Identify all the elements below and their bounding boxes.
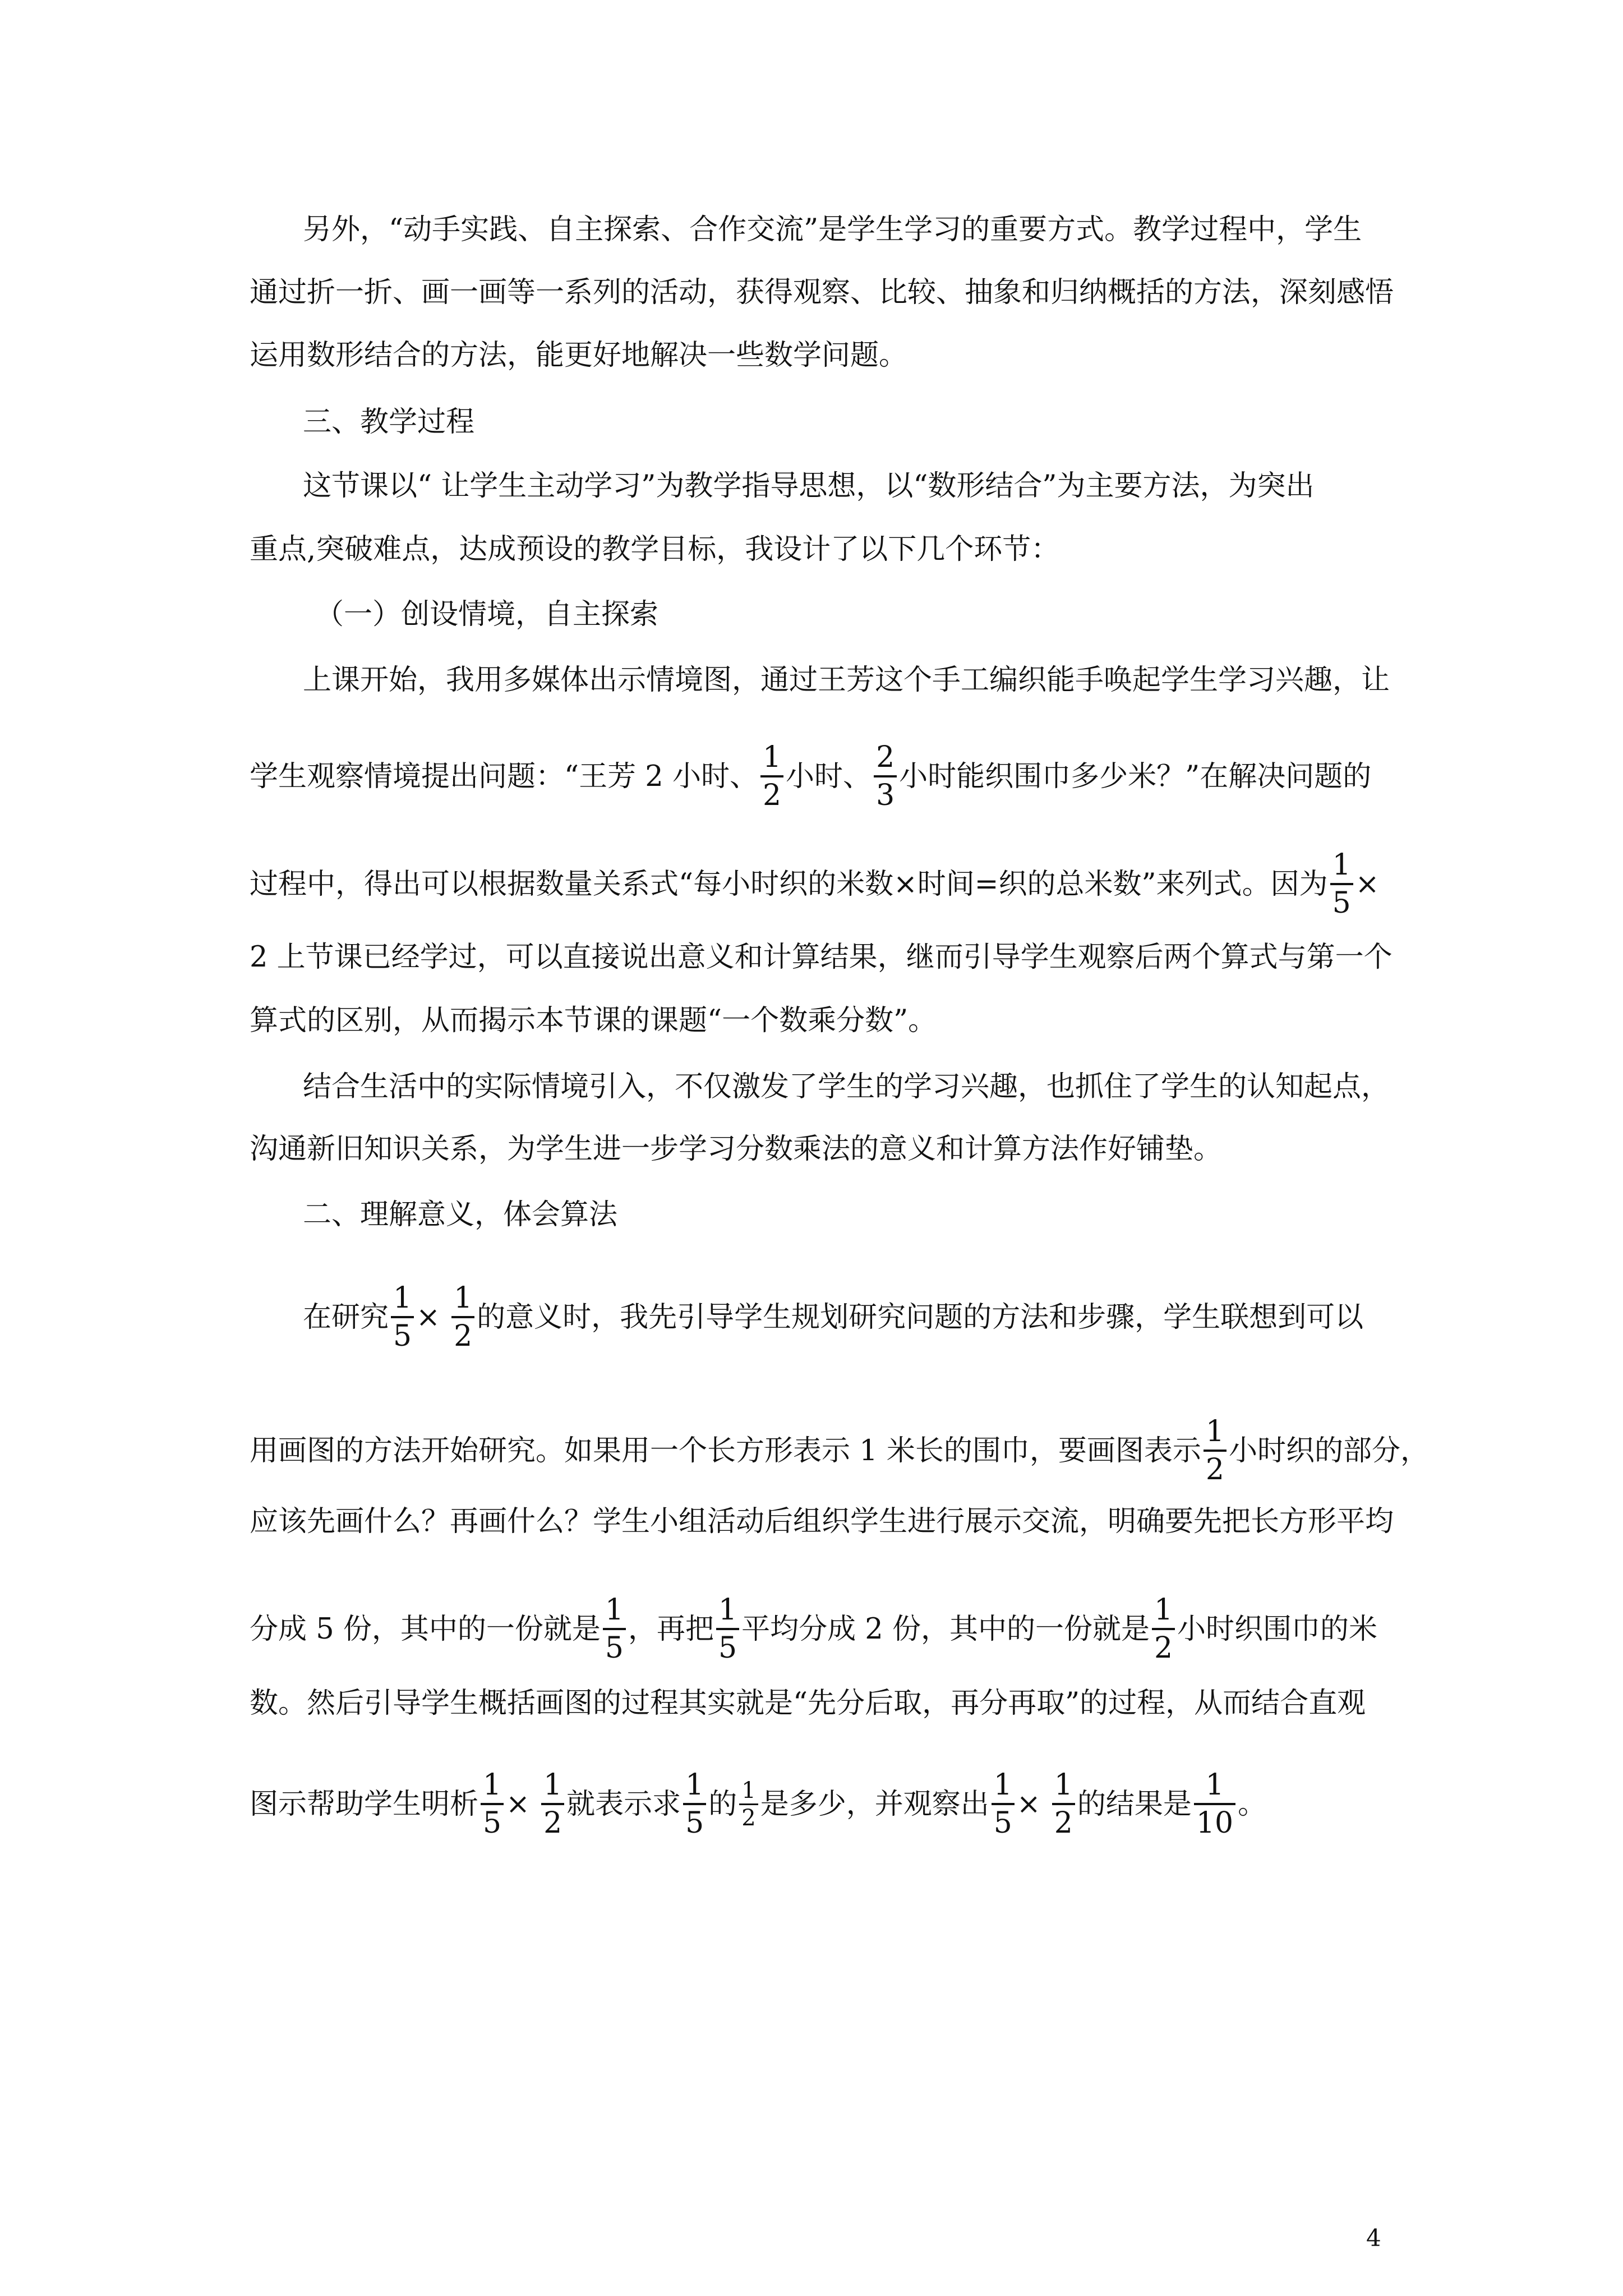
paragraph-5-line-1 — [0, 1281, 1623, 1353]
fraction-one-fifth — [992, 1770, 1015, 1838]
fraction-denominator: 2 — [543, 1806, 562, 1840]
fraction-numerator: 1 — [1330, 850, 1353, 885]
section-heading-understand-meaning: 二、理解意义，体会算法 — [303, 1198, 618, 1231]
fraction-numerator: 1 — [1152, 1595, 1175, 1630]
text-segment: 小时能织围巾多少米？”在解决问题的 — [899, 760, 1372, 793]
fraction-numerator: 1 — [541, 1770, 564, 1805]
subsection-heading-1: （一）创设情境，自主探索 — [315, 598, 659, 631]
fraction-one-fifth — [683, 1770, 706, 1838]
fraction-one-half — [760, 740, 783, 812]
paragraph-5-line-5: 数。然后引导学生概括画图的过程其实就是“先分后取，再分再取”的过程，从而结合直观 — [250, 1687, 1366, 1720]
fraction-denominator: 5 — [993, 1806, 1012, 1840]
fraction-one-fifth — [716, 1595, 739, 1663]
fraction-numerator: 1 — [1204, 1417, 1227, 1452]
section-heading-teaching-process: 三、教学过程 — [303, 406, 475, 439]
fraction-denominator: 5 — [685, 1806, 704, 1840]
text-segment: 。 — [1238, 1788, 1267, 1821]
fraction-numerator: 1 — [391, 1283, 414, 1318]
fraction-one-half — [541, 1770, 564, 1838]
fraction-denominator: 10 — [1196, 1806, 1234, 1840]
fraction-numerator: 1 — [481, 1770, 504, 1805]
paragraph-2-line-1: 这节课以“ 让学生主动学习”为教学指导思想，以“数形结合”为主要方法，为突出 — [303, 470, 1315, 503]
fraction-denominator: 2 — [762, 779, 782, 812]
fraction-one-fifth — [603, 1595, 626, 1663]
text-segment: 图示帮助学生明析 — [250, 1788, 479, 1821]
fraction-one-half — [1204, 1415, 1227, 1487]
text-segment: 的意义时，我先引导学生规划研究问题的方法和步骤，学生联想到可以 — [477, 1301, 1364, 1334]
text-segment: 小时、 — [786, 760, 872, 793]
text-segment: 分成 5 份，其中的一份就是 — [250, 1613, 601, 1646]
fraction-numerator: 1 — [1194, 1770, 1235, 1805]
fraction-numerator: 1 — [683, 1770, 706, 1805]
fraction-one-fifth — [1330, 850, 1353, 918]
fraction-denominator: 5 — [483, 1806, 502, 1840]
fraction-numerator: 1 — [739, 1779, 758, 1805]
fraction-numerator: 1 — [451, 1283, 474, 1318]
paragraph-1-line-3: 运用数形结合的方法，能更好地解决一些数学问题。 — [250, 339, 908, 372]
fraction-denominator: 5 — [605, 1631, 624, 1665]
times-sign: × — [416, 1301, 450, 1334]
paragraph-4-line-1: 结合生活中的实际情境引入，不仅激发了学生的学习兴趣，也抓住了学生的认知起点， — [303, 1070, 1390, 1103]
fraction-one-half — [451, 1283, 474, 1351]
paragraph-3-line-3 — [0, 848, 1623, 920]
fraction-one-fifth — [481, 1770, 504, 1838]
paragraph-1-line-2: 通过折一折、画一画等一系列的活动，获得观察、比较、抽象和归纳概括的方法，深刻感悟 — [250, 276, 1394, 309]
text-segment: 的结果是 — [1077, 1788, 1192, 1821]
fraction-denominator: 5 — [1332, 886, 1351, 920]
fraction-two-thirds — [874, 740, 897, 812]
text-segment: 过程中，得出可以根据数量关系式“每小时织的米数×时间=织的总米数”来列式。因为 — [250, 868, 1328, 901]
text-segment: 平均分成 2 份，其中的一份就是 — [741, 1613, 1150, 1646]
text-segment: 小时织的部分， — [1228, 1434, 1429, 1467]
fraction-numerator: 2 — [874, 743, 897, 777]
fraction-denominator: 2 — [454, 1319, 473, 1353]
text-segment: 就表示求 — [566, 1788, 681, 1821]
fraction-numerator: 1 — [716, 1595, 739, 1630]
paragraph-3-line-4: 2 上节课已经学过，可以直接说出意义和计算结果，继而引导学生观察后两个算式与第一个 — [250, 941, 1393, 974]
fraction-denominator: 2 — [1054, 1806, 1073, 1840]
page-number: 4 — [1366, 2224, 1381, 2252]
paragraph-1-line-1: 另外，“动手实践、自主探索、合作交流”是学生学习的重要方式。教学过程中，学生 — [303, 213, 1362, 246]
times-sign: × — [1016, 1788, 1050, 1821]
paragraph-3-line-1: 上课开始，我用多媒体出示情境图，通过王芳这个手工编织能手唤起学生学习兴趣，让 — [303, 664, 1390, 697]
paragraph-3-line-2 — [0, 740, 1623, 812]
fraction-denominator: 3 — [876, 779, 895, 812]
paragraph-5-line-2 — [0, 1415, 1623, 1487]
fraction-one-tenth — [1194, 1770, 1235, 1838]
fraction-one-fifth — [391, 1283, 414, 1351]
fraction-denominator: 5 — [718, 1631, 737, 1665]
paragraph-5-line-3: 应该先画什么？再画什么？学生小组活动后组织学生进行展示交流，明确要先把长方形平均 — [250, 1505, 1394, 1538]
times-sign: × — [1355, 868, 1380, 901]
text-segment: 的 — [708, 1788, 737, 1821]
fraction-one-half — [1052, 1770, 1075, 1838]
fraction-denominator: 2 — [1205, 1453, 1224, 1487]
fraction-denominator: 2 — [741, 1805, 756, 1831]
times-sign: × — [506, 1788, 540, 1821]
fraction-numerator: 1 — [1052, 1770, 1075, 1805]
paragraph-5-line-6 — [0, 1768, 1623, 1840]
fraction-denominator: 5 — [393, 1319, 412, 1353]
text-segment: 学生观察情境提出问题：“王芳 2 小时、 — [250, 760, 758, 793]
text-segment: 是多少，并观察出 — [760, 1788, 989, 1821]
text-segment: 在研究 — [303, 1301, 389, 1334]
paragraph-5-line-4 — [0, 1593, 1623, 1665]
fraction-numerator: 1 — [992, 1770, 1015, 1805]
text-segment: 小时织围巾的米 — [1177, 1613, 1378, 1646]
paragraph-4-line-2: 沟通新旧知识关系，为学生进一步学习分数乘法的意义和计算方法作好铺垫。 — [250, 1133, 1223, 1166]
fraction-denominator: 2 — [1154, 1631, 1173, 1665]
fraction-one-half — [1152, 1595, 1175, 1663]
text-segment: 用画图的方法开始研究。如果用一个长方形表示 1 米长的围巾，要画图表示 — [250, 1434, 1201, 1467]
fraction-one-half-small — [739, 1779, 758, 1829]
fraction-numerator: 1 — [603, 1595, 626, 1630]
paragraph-3-line-5: 算式的区别，从而揭示本节课的课题“一个数乘分数”。 — [250, 1004, 937, 1037]
fraction-numerator: 1 — [760, 743, 783, 777]
text-segment: ，再把 — [628, 1613, 714, 1646]
paragraph-2-line-2: 重点,突破难点，达成预设的教学目标，我设计了以下几个环节： — [250, 533, 1060, 566]
